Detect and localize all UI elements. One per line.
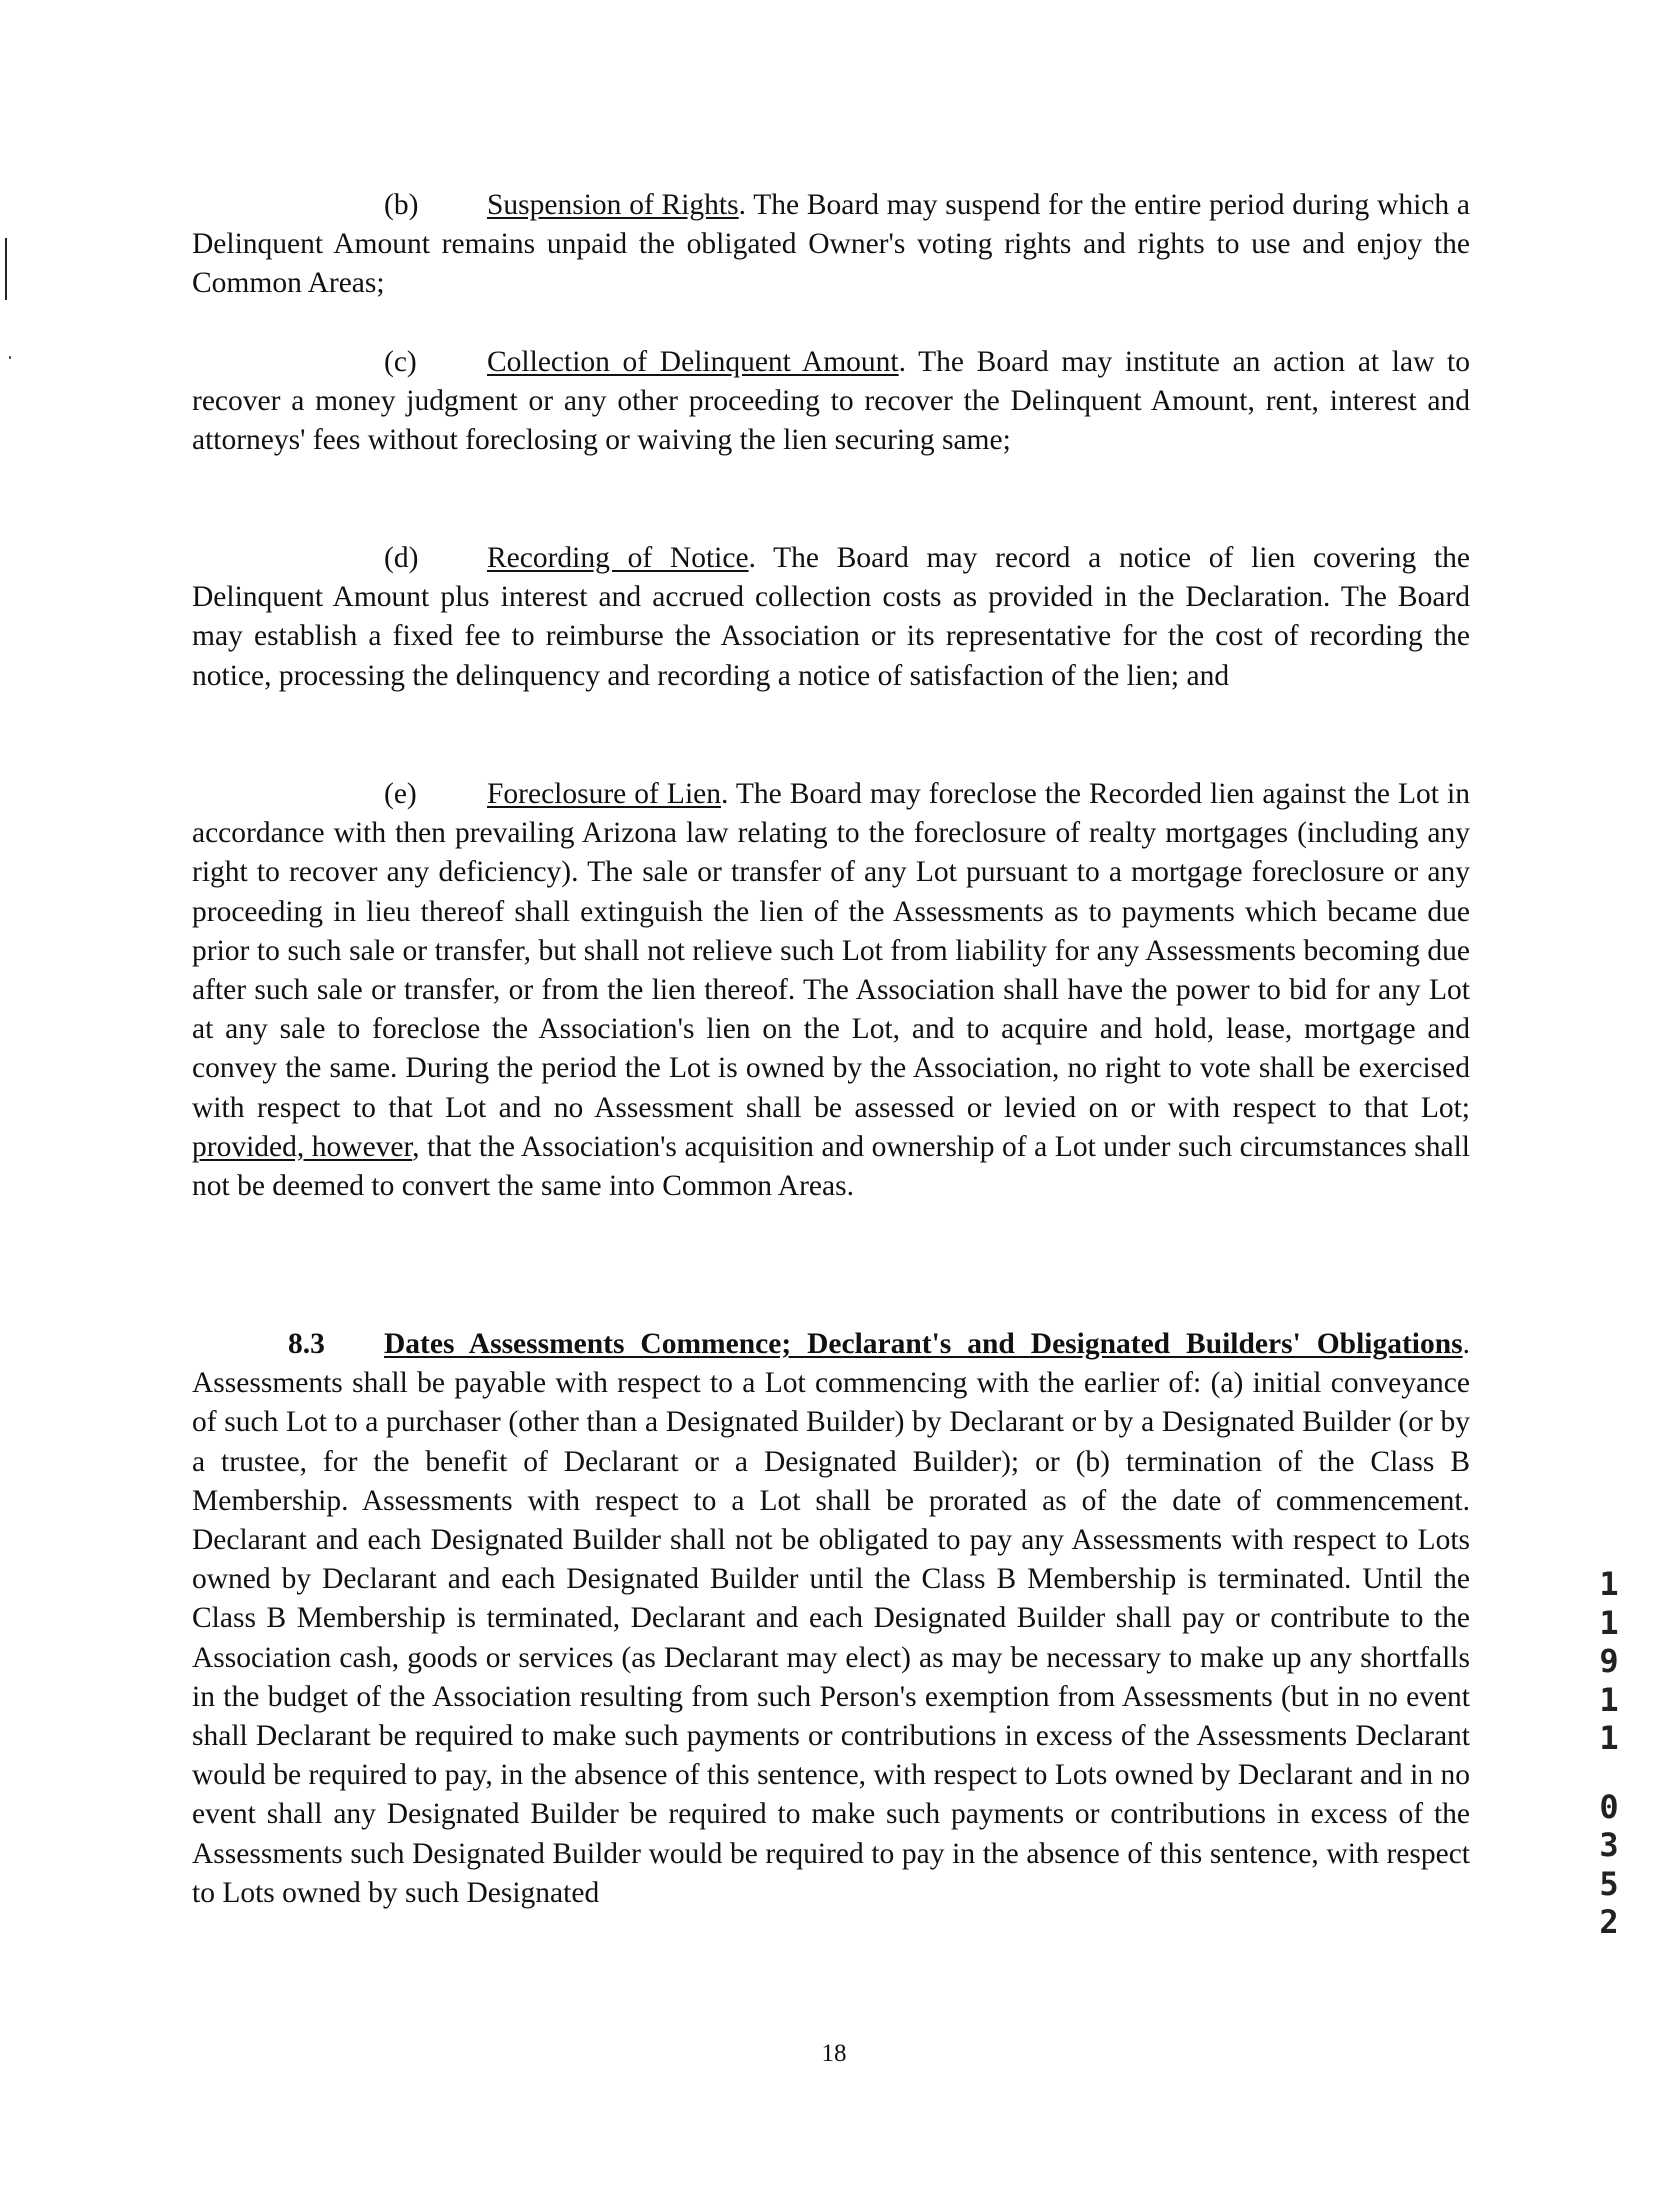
margin-scan-mark [5,238,7,300]
paragraph-b [192,186,1470,304]
recording-stamp [1594,1565,1624,1942]
section-8-3-text: . Assessments shall be payable with respect to a Lot commencing with the earlier of: (a) initial conveyance of such Lot to a purchaser (other than a Designated Builder) by Declarant or by a Designated Builder (or by a trustee, for the benefit of Declarant or a Designated Builder); or (b) termination of the Class B Membership. Assessments with respect to a Lot shall be prorated as of the date of commencement. Declarant and each Designated Builder shall not be obligated to pay any Assessments with respect to Lots owned by Declarant and each Designated Builder until the Class B Membership is terminated. Until the Class B Membership is terminated, Declarant and each Designated Builder shall pay or contribute to the Association cash, goods or services (as Declarant may elect) as may be necessary to make up any shortfalls in the budget of the Association resulting from such Person's exemption from Assessments (but in no event shall Declarant be required to make such payments or contributions in excess of the Assessments Declarant would be required to pay, in the absence of this sentence, with respect to Lots owned by Declarant and in no event shall any Designated Builder be required to make such payments or contributions in excess of the Assessments such Designated Builder would be required to pay in the absence of this sentence, with respect to Lots owned by such Designated [192,1328,1470,1909]
paragraph-c [192,343,1470,461]
section-8-3 [192,1325,1470,1913]
stamp-digit: 9 [1599,1642,1619,1680]
paragraph-e-heading: Foreclosure of Lien [487,778,721,810]
stamp-gap [1594,1758,1624,1788]
stamp-digit: 3 [1599,1826,1619,1864]
paragraph-e-text-1: . The Board may foreclose the Recorded lien against the Lot in accordance with then prevailing Arizona law relating to the foreclosure of realty mortgages (including any right to recover any deficiency). The sale or transfer of any Lot pursuant to a mortgage foreclosure or any proceeding in lieu thereof shall extinguish the lien of the Assessments as to payments which became due prior to such sale or transfer, but shall not relieve such Lot from liability for any Assessments becoming due after such sale or transfer, or from the lien thereof. The Association shall have the power to bid for any Lot at any sale to foreclose the Association's lien on the Lot, and to acquire and hold, lease, mortgage and convey the same. During the period the Lot is owned by the Association, no right to vote shall be exercised with respect to that Lot and no Assessment shall be assessed or levied on or with respect to that Lot; [192,778,1470,1124]
paragraph-e-text-2: , that the Association's acquisition and ownership of a Lot under such circumstances shall not be deemed to convert the same into Common Areas. [192,1130,1470,1203]
paragraph-c-block [192,343,1470,461]
section-8-3-heading: Dates Assessments Commence; Declarant's and Designated Builders' Obligations [384,1328,1463,1360]
paragraph-e [192,775,1470,1206]
paragraph-e-label: (e) [384,778,417,810]
document-body [192,186,1470,304]
stamp-digit: 2 [1599,1903,1619,1941]
paragraph-d-text: . The Board may record a notice of lien covering the Delinquent Amount plus interest and accrued collection costs as provided in the Declaration. The Board may establish a fixed fee to reimburse the Association or its representative for the cost of recording the notice, processing the delinquency and recording a notice of satisfaction of the lien; and [192,542,1471,692]
paragraph-d-label: (d) [384,542,419,574]
paragraph-c-label: (c) [384,346,417,378]
stamp-digit: 0 [1599,1787,1619,1826]
stamp-digit: 1 [1599,1719,1619,1757]
section-8-3-number: 8.3 [288,1328,325,1360]
paragraph-c-text: . The Board may institute an action at law to recover a money judgment or any other proceeding to recover the Delinquent Amount, rent, interest and attorneys' fees without foreclosing or waiving the lien securing same; [192,346,1470,457]
paragraph-b-label: (b) [384,189,419,221]
paragraph-e-provided: provided, however [192,1130,413,1163]
paragraph-b-text: . The Board may suspend for the entire period during which a Delinquent Amount remains unpaid the obligated Owner's voting rights and rights to use and enjoy the Common Areas; [192,189,1470,300]
paragraph-d-heading: Recording of Notice [487,542,749,574]
section-8-3-block [192,1325,1470,1913]
stamp-digit: 5 [1599,1864,1619,1903]
stamp-digit: 1 [1599,1565,1619,1603]
stamp-digit: 1 [1599,1680,1619,1719]
paragraph-b-heading: Suspension of Rights [487,189,739,221]
paragraph-d [192,539,1470,696]
paragraph-e-block [192,775,1470,1206]
stamp-digit: 1 [1599,1603,1619,1642]
margin-scan-dot [9,356,11,359]
paragraph-c-heading: Collection of Delinquent Amount [487,346,899,378]
paragraph-d-block [192,539,1470,696]
page-number: 18 [821,2040,847,2067]
